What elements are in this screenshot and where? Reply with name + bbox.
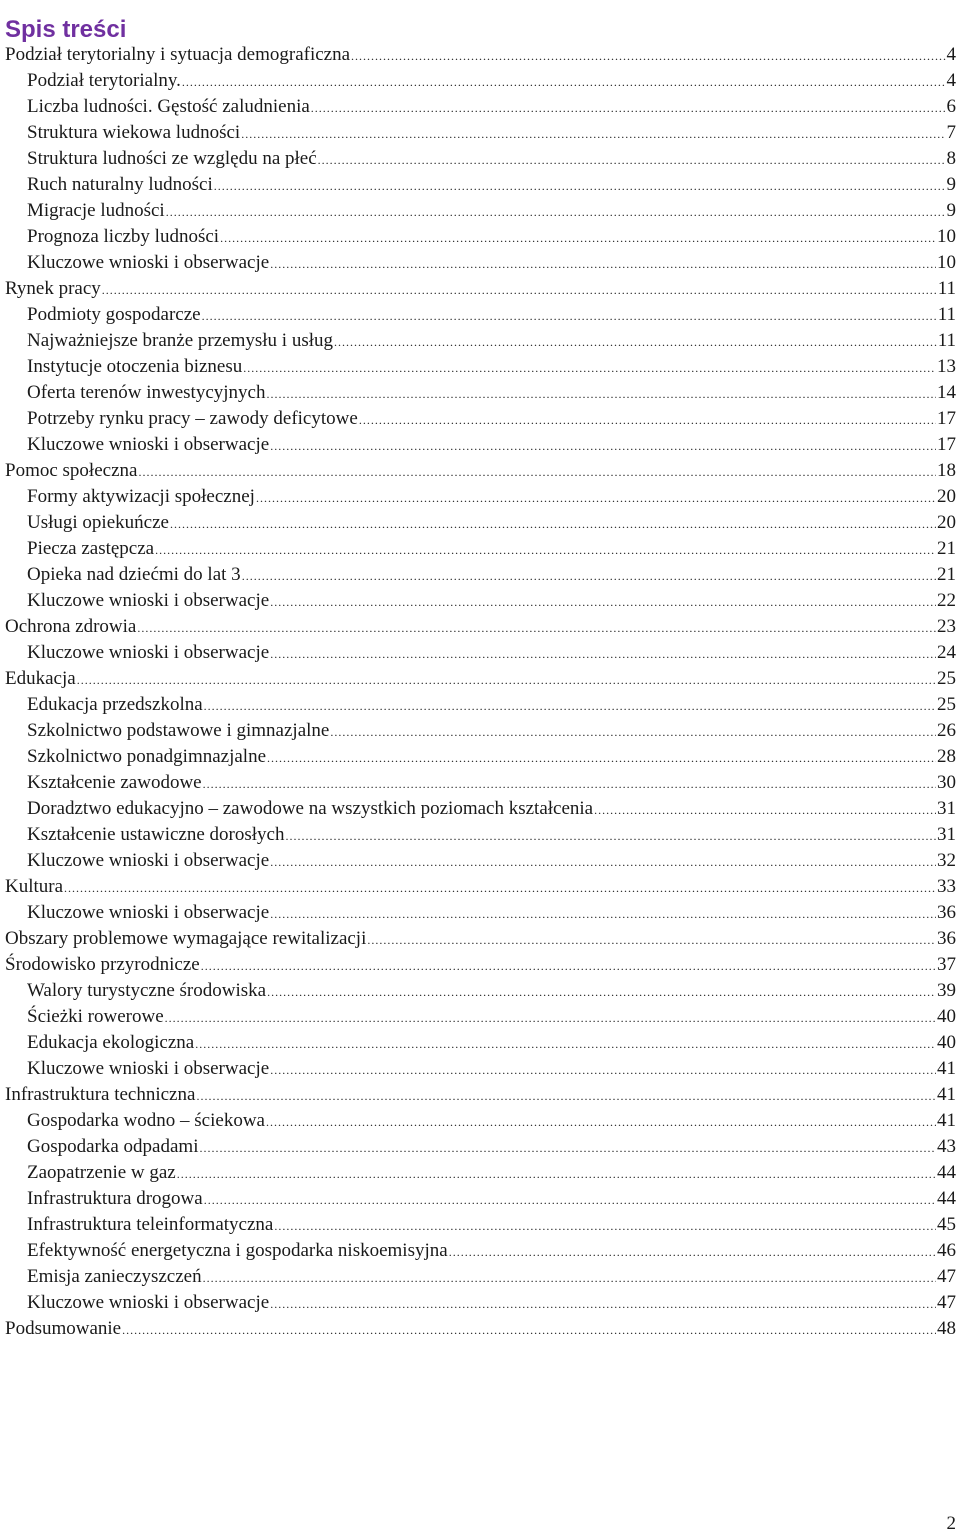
toc-entry[interactable] — [5, 1290, 956, 1316]
toc-entry-page[interactable]: 4 — [946, 44, 956, 65]
toc-entry-title[interactable]: Struktura ludności ze względu na płeć — [27, 148, 317, 169]
toc-entry-title[interactable]: Podsumowanie — [5, 1318, 122, 1339]
toc-entry-title[interactable]: Migracje ludności — [27, 200, 165, 221]
toc-entry-title[interactable]: Infrastruktura teleinformatyczna — [27, 1214, 274, 1235]
toc-entry[interactable] — [5, 120, 956, 146]
dot-leader — [204, 693, 936, 718]
toc-entry-title[interactable]: Kluczowe wnioski i obserwacje — [27, 850, 270, 871]
dot-leader — [138, 459, 936, 484]
dot-leader — [214, 173, 946, 198]
toc-entry[interactable] — [5, 926, 956, 952]
dot-leader — [256, 485, 936, 510]
toc-entry-title[interactable]: Oferta terenów inwestycyjnych — [27, 382, 266, 403]
toc-entry[interactable] — [5, 198, 956, 224]
toc-entry-page[interactable]: 47 — [937, 1266, 956, 1287]
dot-leader — [243, 355, 936, 380]
toc-entry-page[interactable]: 11 — [937, 330, 956, 351]
toc-entry-page[interactable]: 13 — [937, 356, 956, 377]
toc-entry[interactable] — [5, 952, 956, 978]
toc-entry-title[interactable]: Ochrona zdrowia — [5, 616, 137, 637]
toc-entry-page[interactable]: 30 — [937, 772, 956, 793]
toc-entry-title[interactable]: Ruch naturalny ludności — [27, 174, 213, 195]
toc-entry-page[interactable]: 21 — [937, 564, 956, 585]
dot-leader — [311, 95, 946, 120]
toc-entry[interactable] — [5, 796, 956, 822]
dot-leader — [594, 797, 936, 822]
toc-entry-title[interactable]: Usługi opiekuńcze — [27, 512, 169, 533]
dot-leader — [266, 381, 936, 406]
dot-leader — [270, 641, 936, 666]
toc-entry-page[interactable]: 28 — [937, 746, 956, 767]
toc-entry-title[interactable]: Podział terytorialny. — [27, 70, 181, 91]
dot-leader — [203, 1265, 936, 1290]
toc-entry[interactable] — [5, 1082, 956, 1108]
toc-entry-title[interactable]: Kultura — [5, 876, 64, 897]
toc-entry-page[interactable]: 33 — [937, 876, 956, 897]
dot-leader — [199, 1135, 936, 1160]
toc-entry-page[interactable]: 44 — [937, 1162, 956, 1183]
toc-entry-page[interactable]: 9 — [946, 174, 956, 195]
toc-entry-title[interactable]: Edukacja ekologiczna — [27, 1032, 195, 1053]
toc-entry-page[interactable]: 24 — [937, 642, 956, 663]
dot-leader — [330, 719, 936, 744]
toc-entry-title[interactable]: Ścieżki rowerowe — [27, 1006, 164, 1027]
dot-leader — [266, 1109, 936, 1134]
toc-entry[interactable] — [5, 354, 956, 380]
toc-entry-page[interactable]: 32 — [937, 850, 956, 871]
toc-entry-page[interactable]: 26 — [937, 720, 956, 741]
table-of-contents — [5, 42, 956, 1342]
toc-entry[interactable] — [5, 1316, 956, 1342]
dot-leader — [274, 1213, 936, 1238]
toc-entry[interactable] — [5, 614, 956, 640]
dot-leader — [203, 771, 936, 796]
dot-leader — [165, 1005, 936, 1030]
toc-entry[interactable] — [5, 562, 956, 588]
toc-entry-page[interactable]: 43 — [937, 1136, 956, 1157]
dot-leader — [122, 1317, 936, 1342]
toc-entry[interactable] — [5, 1134, 956, 1160]
toc-entry-title[interactable]: Środowisko przyrodnicze — [5, 954, 200, 975]
dot-leader — [220, 225, 936, 250]
dot-leader — [359, 407, 936, 432]
toc-entry[interactable] — [5, 874, 956, 900]
toc-entry-title[interactable]: Pomoc społeczna — [5, 460, 138, 481]
toc-entry-page[interactable]: 20 — [937, 486, 956, 507]
toc-entry[interactable] — [5, 328, 956, 354]
dot-leader — [318, 147, 946, 172]
toc-entry[interactable] — [5, 432, 956, 458]
toc-entry[interactable] — [5, 406, 956, 432]
toc-entry-title[interactable]: Gospodarka odpadami — [27, 1136, 199, 1157]
toc-entry-page[interactable]: 4 — [946, 70, 956, 91]
toc-entry-title[interactable]: Doradztwo edukacyjno – zawodowe na wszystkich poziomach kształcenia — [27, 798, 594, 819]
toc-entry[interactable] — [5, 42, 956, 68]
toc-entry[interactable] — [5, 458, 956, 484]
dot-leader — [102, 277, 937, 302]
toc-entry[interactable] — [5, 692, 956, 718]
toc-entry[interactable] — [5, 588, 956, 614]
toc-entry[interactable] — [5, 666, 956, 692]
toc-entry-page[interactable]: 36 — [937, 902, 956, 923]
toc-entry[interactable] — [5, 302, 956, 328]
dot-leader — [351, 43, 945, 68]
toc-entry[interactable] — [5, 172, 956, 198]
toc-entry-page[interactable]: 18 — [937, 460, 956, 481]
toc-entry-page[interactable]: 47 — [937, 1292, 956, 1313]
dot-leader — [155, 537, 936, 562]
toc-entry-title[interactable]: Infrastruktura drogowa — [27, 1188, 203, 1209]
toc-entry-title[interactable]: Edukacja — [5, 668, 76, 689]
toc-entry-page[interactable]: 31 — [937, 798, 956, 819]
toc-entry-title[interactable]: Obszary problemowe wymagające rewitalizacji — [5, 928, 367, 949]
toc-entry-title[interactable]: Kluczowe wnioski i obserwacje — [27, 590, 270, 611]
toc-entry-title[interactable]: Podział terytorialny i sytuacja demograficzna — [5, 44, 351, 65]
toc-entry-page[interactable]: 22 — [937, 590, 956, 611]
toc-entry-page[interactable]: 7 — [946, 122, 956, 143]
toc-entry-page[interactable]: 25 — [937, 694, 956, 715]
toc-entry[interactable] — [5, 276, 956, 302]
toc-entry[interactable] — [5, 718, 956, 744]
dot-leader — [182, 69, 946, 94]
toc-entry-page[interactable]: 41 — [937, 1058, 956, 1079]
toc-entry-page[interactable]: 41 — [937, 1110, 956, 1131]
dot-leader — [270, 433, 936, 458]
dot-leader — [201, 953, 936, 978]
toc-entry[interactable] — [5, 1264, 956, 1290]
toc-entry[interactable] — [5, 224, 956, 250]
toc-entry-page[interactable]: 25 — [937, 668, 956, 689]
toc-entry[interactable] — [5, 146, 956, 172]
toc-entry-title[interactable]: Emisja zanieczyszczeń — [27, 1266, 202, 1287]
toc-entry-title[interactable]: Infrastruktura techniczna — [5, 1084, 196, 1105]
toc-entry-title[interactable]: Szkolnictwo podstawowe i gimnazjalne — [27, 720, 330, 741]
dot-leader — [267, 745, 936, 770]
toc-entry-title[interactable]: Kluczowe wnioski i obserwacje — [27, 1058, 270, 1079]
toc-entry-title[interactable]: Rynek pracy — [5, 278, 101, 299]
toc-entry-page[interactable]: 44 — [937, 1188, 956, 1209]
toc-entry-title[interactable]: Instytucje otoczenia biznesu — [27, 356, 243, 377]
toc-entry-title[interactable]: Podmioty gospodarcze — [27, 304, 201, 325]
dot-leader — [270, 1291, 936, 1316]
toc-entry-title[interactable]: Kluczowe wnioski i obserwacje — [27, 252, 270, 273]
toc-entry-title[interactable]: Kluczowe wnioski i obserwacje — [27, 642, 270, 663]
toc-entry-title[interactable]: Walory turystyczne środowiska — [27, 980, 267, 1001]
dot-leader — [270, 251, 936, 276]
toc-entry-page[interactable]: 6 — [946, 96, 956, 117]
toc-entry-page[interactable]: 48 — [937, 1318, 956, 1339]
toc-entry-page[interactable]: 39 — [937, 980, 956, 1001]
dot-leader — [367, 927, 936, 952]
toc-entry-title[interactable]: Potrzeby rynku pracy – zawody deficytowe — [27, 408, 358, 429]
toc-entry-title[interactable]: Opieka nad dziećmi do lat 3 — [27, 564, 241, 585]
toc-entry[interactable] — [5, 250, 956, 276]
dot-leader — [204, 1187, 936, 1212]
dot-leader — [267, 979, 936, 1004]
dot-leader — [242, 563, 936, 588]
toc-entry[interactable] — [5, 978, 956, 1004]
toc-entry-page[interactable]: 37 — [937, 954, 956, 975]
toc-entry-title[interactable]: Efektywność energetyczna i gospodarka niskoemisyjna — [27, 1240, 448, 1261]
dot-leader — [449, 1239, 936, 1264]
toc-entry-title[interactable]: Gospodarka wodno – ściekowa — [27, 1110, 265, 1131]
toc-entry[interactable] — [5, 536, 956, 562]
page-title: Spis treści — [5, 16, 127, 44]
toc-entry[interactable] — [5, 1004, 956, 1030]
dot-leader — [195, 1031, 936, 1056]
toc-entry-page[interactable]: 9 — [946, 200, 956, 221]
toc-entry-title[interactable]: Struktura wiekowa ludności — [27, 122, 241, 143]
dot-leader — [285, 823, 936, 848]
dot-leader — [270, 901, 936, 926]
toc-entry-page[interactable]: 40 — [937, 1006, 956, 1027]
toc-entry-title[interactable]: Kluczowe wnioski i obserwacje — [27, 1292, 270, 1313]
toc-entry-page[interactable]: 17 — [937, 408, 956, 429]
toc-entry-page[interactable]: 21 — [937, 538, 956, 559]
toc-entry-page[interactable]: 14 — [937, 382, 956, 403]
toc-entry[interactable] — [5, 900, 956, 926]
toc-entry-title[interactable]: Kluczowe wnioski i obserwacje — [27, 902, 270, 923]
toc-entry-title[interactable]: Szkolnictwo ponadgimnazjalne — [27, 746, 267, 767]
toc-entry-title[interactable]: Edukacja przedszkolna — [27, 694, 203, 715]
toc-entry-page[interactable]: 10 — [937, 226, 956, 247]
dot-leader — [166, 199, 946, 224]
dot-leader — [241, 121, 945, 146]
toc-entry-page[interactable]: 23 — [937, 616, 956, 637]
toc-entry-page[interactable]: 10 — [937, 252, 956, 273]
toc-entry-page[interactable]: 8 — [946, 148, 956, 169]
toc-entry-page[interactable]: 36 — [937, 928, 956, 949]
dot-leader — [270, 1057, 936, 1082]
toc-entry[interactable] — [5, 510, 956, 536]
toc-entry-page[interactable]: 11 — [937, 304, 956, 325]
toc-entry-page[interactable]: 17 — [937, 434, 956, 455]
toc-entry-page[interactable]: 11 — [937, 278, 956, 299]
toc-entry[interactable] — [5, 1186, 956, 1212]
dot-leader — [270, 849, 936, 874]
toc-entry[interactable] — [5, 744, 956, 770]
toc-entry-page[interactable]: 31 — [937, 824, 956, 845]
toc-entry-title[interactable]: Najważniejsze branże przemysłu i usług — [27, 330, 333, 351]
toc-entry-title[interactable]: Zaopatrzenie w gaz — [27, 1162, 176, 1183]
toc-entry-title[interactable]: Liczba ludności. Gęstość zaludnienia — [27, 96, 310, 117]
dot-leader — [196, 1083, 936, 1108]
toc-entry[interactable] — [5, 380, 956, 406]
dot-leader — [177, 1161, 936, 1186]
toc-entry[interactable] — [5, 68, 956, 94]
toc-entry-title[interactable]: Kluczowe wnioski i obserwacje — [27, 434, 270, 455]
toc-entry-page[interactable]: 46 — [937, 1240, 956, 1261]
dot-leader — [334, 329, 937, 354]
dot-leader — [77, 667, 936, 692]
toc-entry[interactable] — [5, 1238, 956, 1264]
toc-entry-page[interactable]: 45 — [937, 1214, 956, 1235]
toc-entry[interactable] — [5, 94, 956, 120]
dot-leader — [202, 303, 937, 328]
toc-entry[interactable] — [5, 484, 956, 510]
toc-entry-title[interactable]: Piecza zastępcza — [27, 538, 155, 559]
toc-entry[interactable] — [5, 770, 956, 796]
toc-entry-page[interactable]: 20 — [937, 512, 956, 533]
toc-entry-page[interactable]: 41 — [937, 1084, 956, 1105]
toc-entry-title[interactable]: Kształcenie zawodowe — [27, 772, 202, 793]
toc-entry-title[interactable]: Formy aktywizacji społecznej — [27, 486, 255, 507]
toc-entry-page[interactable]: 40 — [937, 1032, 956, 1053]
toc-entry-title[interactable]: Prognoza liczby ludności — [27, 226, 220, 247]
dot-leader — [270, 589, 936, 614]
toc-entry[interactable] — [5, 1160, 956, 1186]
toc-entry[interactable] — [5, 1030, 956, 1056]
dot-leader — [137, 615, 936, 640]
dot-leader — [170, 511, 936, 536]
page-number: 2 — [946, 1513, 956, 1534]
toc-entry[interactable] — [5, 822, 956, 848]
dot-leader — [64, 875, 936, 900]
toc-entry[interactable] — [5, 1108, 956, 1134]
toc-entry[interactable] — [5, 640, 956, 666]
toc-entry[interactable] — [5, 1056, 956, 1082]
toc-entry[interactable] — [5, 848, 956, 874]
toc-entry[interactable] — [5, 1212, 956, 1238]
toc-entry-title[interactable]: Kształcenie ustawiczne dorosłych — [27, 824, 285, 845]
